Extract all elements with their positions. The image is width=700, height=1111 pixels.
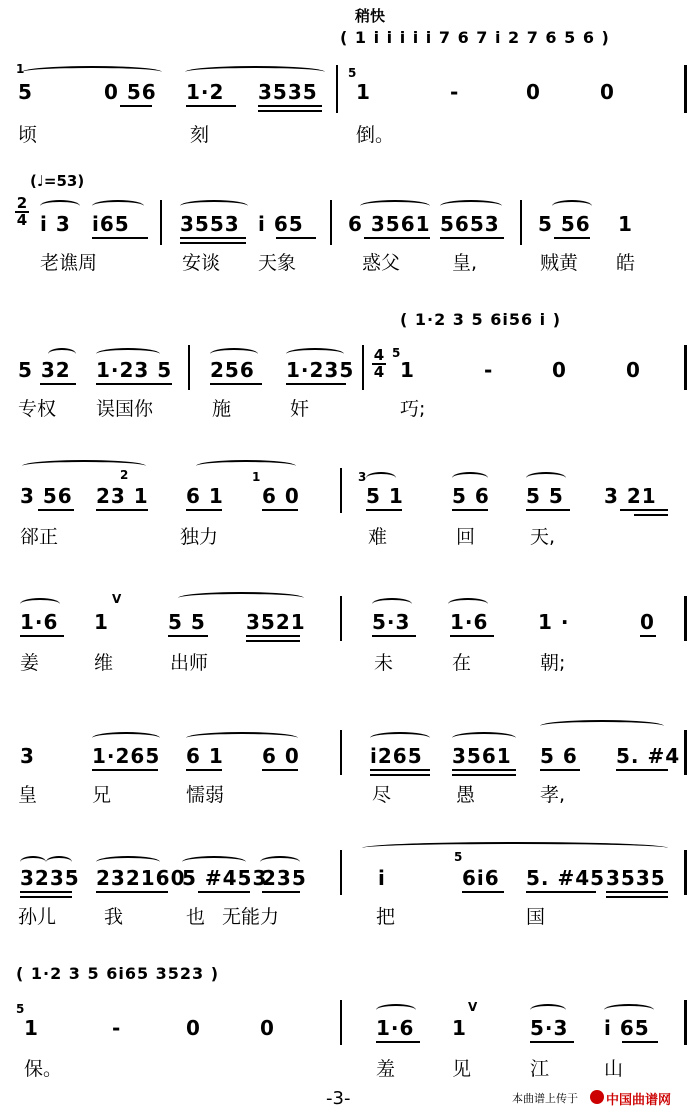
note: 3535: [258, 80, 318, 104]
note: 235: [262, 866, 307, 890]
lyric: 天象: [258, 252, 297, 274]
grace-note: 5: [348, 66, 357, 80]
underline: [526, 509, 570, 511]
underline: [38, 509, 74, 511]
breath-mark: V: [112, 592, 122, 606]
underline: [286, 383, 346, 385]
time-signature: [15, 196, 29, 228]
barline: [684, 596, 687, 641]
note: 0 56: [104, 80, 157, 104]
lyric: 难: [368, 526, 388, 548]
barline: [340, 730, 342, 775]
site-name: 中国曲谱网: [606, 1093, 672, 1108]
lyric: 无能力: [222, 906, 280, 928]
slur: [92, 200, 144, 212]
barline: [684, 65, 687, 113]
lyric: 独力: [180, 526, 219, 548]
time-signature-bottom: 4: [373, 363, 385, 381]
note: 3553: [180, 212, 240, 236]
note: -: [112, 1016, 122, 1040]
underline: [452, 509, 488, 511]
note: -: [484, 358, 494, 382]
lyric: 维: [94, 652, 114, 674]
grace-note: 1: [252, 470, 261, 484]
barline: [160, 200, 162, 245]
note: 1·235: [286, 358, 355, 382]
barline: [684, 730, 687, 775]
page-number: -3-: [326, 1088, 351, 1109]
grace-note: 5: [454, 850, 463, 864]
underline: [210, 383, 262, 385]
note: 1·2: [186, 80, 225, 104]
slur: [178, 592, 304, 604]
lyric: 愚: [456, 784, 476, 806]
note: 0: [640, 610, 655, 634]
note: 3: [20, 744, 35, 768]
lyric: 孝,: [540, 784, 566, 806]
note: i 65: [604, 1016, 650, 1040]
underline: [462, 891, 504, 893]
note: 6i6: [462, 866, 500, 890]
lyric: 皇: [18, 784, 38, 806]
note: 5. #45: [526, 866, 606, 890]
lyric: 皇,: [452, 252, 478, 274]
time-signature: [372, 348, 386, 380]
underline: [180, 242, 246, 244]
slur: [452, 472, 488, 484]
lyric: 把: [376, 906, 396, 928]
underline: [540, 769, 580, 771]
underline: [530, 1041, 574, 1043]
instrumental-interlude: ( 1·2 3 5 6i56 i ): [400, 310, 562, 329]
slur: [366, 472, 396, 484]
note: 5. #4: [616, 744, 681, 768]
note: 5 5: [526, 484, 564, 508]
note: 5: [18, 80, 33, 104]
note: -: [450, 80, 460, 104]
lyric: 朝;: [540, 652, 566, 674]
underline: [40, 383, 76, 385]
barline: [684, 345, 687, 390]
underline: [186, 509, 222, 511]
underline: [450, 635, 494, 637]
slur: [372, 598, 412, 610]
slur: [92, 732, 160, 744]
underline: [372, 635, 416, 637]
note: 5·3: [372, 610, 411, 634]
note: 256: [210, 358, 255, 382]
lyric: 顷: [18, 124, 38, 146]
slur: [540, 720, 664, 732]
slur: [180, 200, 248, 212]
lyric: 也: [186, 906, 206, 928]
tempo-mark: (♩=53): [30, 172, 85, 190]
underline: [96, 509, 148, 511]
slur: [448, 598, 488, 610]
note: i265: [370, 744, 423, 768]
lyric: 奸: [290, 398, 310, 420]
lyric: 羞: [376, 1058, 396, 1080]
note: 232160: [96, 866, 186, 890]
lyric: 懦弱: [186, 784, 225, 806]
note: 5 32: [18, 358, 71, 382]
underline: [364, 237, 430, 239]
underline: [452, 769, 516, 771]
lyric: 出师: [170, 652, 209, 674]
barline: [520, 200, 522, 245]
time-signature-top: 4: [373, 346, 385, 364]
slur: [552, 200, 592, 212]
instrumental-interlude: ( 1 i i i i i 7 6 7 i 2 7 6 5 6 ): [340, 28, 610, 47]
note: 5 56: [538, 212, 591, 236]
note: i: [378, 866, 386, 890]
note: i 65: [258, 212, 304, 236]
lyric: 兄: [92, 784, 112, 806]
time-signature-top: 2: [16, 194, 28, 212]
note: i65: [92, 212, 130, 236]
lyric: 天,: [530, 526, 556, 548]
slur: [185, 66, 325, 78]
slur: [186, 732, 298, 744]
lyric: 孙儿: [18, 906, 57, 928]
note: 5653: [440, 212, 500, 236]
underline: [262, 769, 298, 771]
lyric: 倒。: [356, 124, 395, 146]
note: i 3: [40, 212, 71, 236]
underline: [376, 1041, 420, 1043]
lyric: 姜: [20, 652, 40, 674]
note: 1: [618, 212, 633, 236]
lyric: 贼黄: [540, 252, 579, 274]
slur: [452, 732, 516, 744]
lyric: 见: [452, 1058, 472, 1080]
lyric: 安谈: [182, 252, 221, 274]
underline: [258, 105, 322, 107]
instrumental-interlude: ( 1·2 3 5 6i65 3523 ): [16, 964, 220, 983]
underline: [526, 891, 596, 893]
underline: [640, 635, 656, 637]
lyric: 刻: [190, 124, 210, 146]
underline: [262, 891, 300, 893]
slur: [440, 200, 502, 212]
underline: [186, 769, 222, 771]
grace-note: 1: [16, 62, 25, 76]
note: 5 5: [168, 610, 206, 634]
note: 3521: [246, 610, 306, 634]
underline: [440, 237, 504, 239]
lyric: 在: [452, 652, 472, 674]
note: 3535: [606, 866, 666, 890]
barline: [362, 345, 364, 390]
lyric: 回: [456, 526, 476, 548]
note: 0: [626, 358, 641, 382]
lyric: 误国你: [96, 398, 154, 420]
underline: [276, 237, 316, 239]
barline: [684, 1000, 687, 1045]
lyric: 江: [530, 1058, 550, 1080]
underline: [180, 237, 246, 239]
note: 6 1: [186, 744, 224, 768]
note: 23 1: [96, 484, 149, 508]
note: 3561: [452, 744, 512, 768]
underline: [370, 774, 430, 776]
grace-note: 2: [120, 468, 129, 482]
underline: [606, 896, 668, 898]
note: 3235: [20, 866, 80, 890]
note: 1·23 5: [96, 358, 173, 382]
note: 5·3: [530, 1016, 569, 1040]
underline: [186, 105, 236, 107]
note: 5 #453: [182, 866, 268, 890]
underline: [620, 509, 668, 511]
underline: [246, 635, 300, 637]
grace-note: 3: [358, 470, 367, 484]
underline: [554, 237, 590, 239]
barline: [340, 468, 342, 513]
note: 0: [600, 80, 615, 104]
slur: [604, 1004, 654, 1016]
grace-note: 5: [16, 1002, 25, 1016]
note: 0: [526, 80, 541, 104]
note: 6 3561: [348, 212, 431, 236]
time-signature-bottom: 4: [16, 211, 28, 229]
lyric: 山: [604, 1058, 624, 1080]
note: 0: [260, 1016, 275, 1040]
underline: [92, 769, 158, 771]
barline: [340, 850, 342, 895]
underline: [606, 891, 668, 893]
underline: [20, 896, 72, 898]
lyric: 皓: [616, 252, 636, 274]
underline: [96, 891, 168, 893]
note: 1: [356, 80, 371, 104]
lyric: 专权: [18, 398, 57, 420]
underline: [366, 509, 402, 511]
note: 0: [552, 358, 567, 382]
underline: [370, 769, 430, 771]
barline: [330, 200, 332, 245]
lyric: 我: [104, 906, 124, 928]
slur: [22, 66, 162, 78]
underline: [92, 237, 148, 239]
underline: [168, 635, 208, 637]
breath-mark: V: [468, 1000, 478, 1014]
lyric: 巧;: [400, 398, 426, 420]
underline: [258, 110, 322, 112]
lyric: 未: [374, 652, 394, 674]
note: 1: [452, 1016, 467, 1040]
slur: [526, 472, 566, 484]
underline: [120, 105, 152, 107]
lyric: 国: [526, 906, 546, 928]
note: 5 1: [366, 484, 404, 508]
slur: [530, 1004, 566, 1016]
slur: [370, 732, 430, 744]
lyric: 施: [212, 398, 232, 420]
underline: [616, 769, 668, 771]
underline: [96, 383, 172, 385]
slur: [196, 460, 296, 472]
upload-note: 本曲谱上传于: [512, 1092, 578, 1105]
note: 1 ·: [538, 610, 570, 634]
note: 5 6: [452, 484, 490, 508]
barline: [188, 345, 190, 390]
note: 1·6: [376, 1016, 415, 1040]
note: 1: [94, 610, 109, 634]
grace-note: 5: [392, 346, 401, 360]
barline: [340, 596, 342, 641]
note: 1: [400, 358, 415, 382]
lyric: 老谯周: [40, 252, 98, 274]
barline: [340, 1000, 342, 1045]
note: 6 0: [262, 484, 300, 508]
note: 3 21: [604, 484, 657, 508]
note: 5 6: [540, 744, 578, 768]
underline: [452, 774, 516, 776]
underline: [20, 635, 64, 637]
lyric: 保。: [24, 1058, 63, 1080]
underline: [246, 640, 300, 642]
note: 1: [24, 1016, 39, 1040]
underline: [20, 891, 72, 893]
lyric: 尽: [372, 784, 392, 806]
underline: [634, 514, 668, 516]
slur: [376, 1004, 416, 1016]
slur: [20, 598, 60, 610]
barline: [336, 65, 338, 113]
note: 6 1: [186, 484, 224, 508]
slur: [362, 842, 668, 854]
lyric: 惑父: [362, 252, 401, 274]
underline: [262, 509, 298, 511]
note: 1·265: [92, 744, 161, 768]
note: 1·6: [20, 610, 59, 634]
note: 3 56: [20, 484, 73, 508]
barline: [684, 850, 687, 895]
note: 0: [186, 1016, 201, 1040]
note: 1·6: [450, 610, 489, 634]
note: 6 0: [262, 744, 300, 768]
lyric: 郤正: [20, 526, 59, 548]
underline: [198, 891, 250, 893]
slur: [40, 200, 80, 212]
tempo-mark: 稍快: [355, 7, 386, 25]
site-logo-icon: [590, 1090, 604, 1104]
underline: [622, 1041, 658, 1043]
slur: [360, 200, 430, 212]
